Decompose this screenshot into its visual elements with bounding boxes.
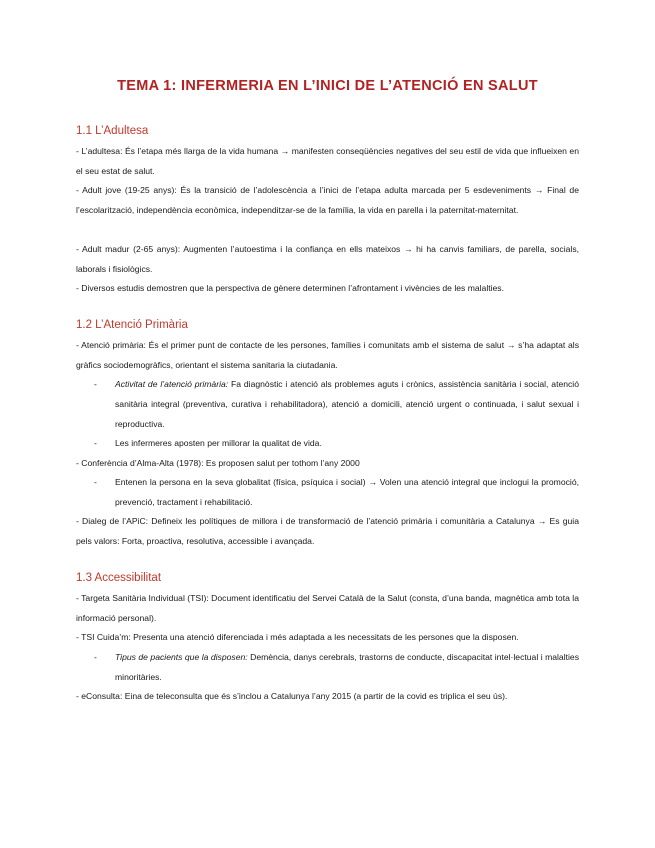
- paragraph-adult-jove: - Adult jove (19-25 anys): És la transició de l’adolescència a l’inici de l’etapa adulta marcada per 5 esdeveniments → Final de l’escolarització, independència econòmica, independitzar-se de la família, la vida en parella i la paternitat-maternitat.: [76, 185, 579, 215]
- bullet-text: Demència, danys cerebrals, trastorns de conducte, discapacitat intel·lectual i malalties minoritàries.: [115, 652, 579, 682]
- section-heading-adultesa: 1.1 L’Adultesa: [76, 125, 149, 137]
- bullet-italic-lead: Tipus de pacients que la disposen:: [115, 652, 248, 662]
- bullet-italic-lead: Activitat de l’atenció primària:: [115, 379, 229, 389]
- bullet-text: Entenen la persona en la seva globalitat (física, psíquica i social) → Volen una atenció integral que inclogui la promoció, prevenció, tractament i rehabilitació.: [115, 477, 579, 507]
- paragraph-adult-madur: - Adult madur (2-65 anys): Augmenten l’autoestima i la confiança en ells mateixos → hi ha canvis familiars, de parella, socials, laborals i fisiològics.: [76, 244, 579, 274]
- bullet-persona-globalitat: [94, 473, 579, 513]
- bullet-text: Les infermeres aposten per millorar la qualitat de vida.: [115, 438, 322, 448]
- bullet-activitat-atencio: [94, 375, 579, 434]
- paragraph-dialeg-apic: - Dialeg de l’APiC: Defineix les polítiques de millora i de transformació de l’atenció primària i comunitària a Catalunya → Es guia pels valors: Forta, proactiva, resolutiva, accessible i avançada.: [76, 516, 579, 546]
- bullet-dash: -: [94, 438, 97, 448]
- section-heading-atencio-primaria: 1.2 L’Atenció Primària: [76, 319, 188, 331]
- paragraph-atencio-primaria: - Atenció primària: És el primer punt de contacte de les persones, famílies i comunitats amb el sistema de salut → s’ha adaptat als gràfics sociodemogràfics, orientant el sistema sanitaria la ciutadania.: [76, 340, 579, 370]
- paragraph-tsi: - Targeta Sanitària Individual (TSI): Document identificatiu del Servei Català de la Salut (consta, d’una banda, magnètica amb tota la informació personal).: [76, 593, 579, 623]
- bullet-text: Fa diagnòstic i atenció als problemes aguts i crònics, assistència sanitària i social, atenció sanitària integral (preventiva, curativa i rehabilitadora), atenció a domicili, atenció urgent o continuada, i salut sexual i reproductiva.: [115, 379, 579, 429]
- paragraph-perspectiva-genere: - Diversos estudis demostren que la perspectiva de gènere determinen l’afrontament i vivències de les malalties.: [76, 283, 504, 293]
- bullet-dash: -: [94, 477, 97, 487]
- bullet-dash: -: [94, 652, 97, 662]
- bullet-tipus-pacients: [94, 648, 579, 688]
- bullet-dash: -: [94, 379, 97, 389]
- paragraph-adultesa: - L’adultesa: És l’etapa més llarga de la vida humana → manifesten conseqüències negatives del seu estil de vida que influeixen en el seu estat de salut.: [76, 146, 579, 176]
- section-heading-accessibilitat: 1.3 Accessibilitat: [76, 572, 162, 584]
- paragraph-alma-alta: - Conferència d’Alma-Alta (1978): Es proposen salut per tothom l’any 2000: [76, 458, 360, 468]
- paragraph-tsi-cuidam: - TSI Cuida’m: Presenta una atenció diferenciada i més adaptada a les necessitats de les persones que la disposen.: [76, 632, 519, 642]
- document-title: TEMA 1: INFERMERIA EN L’INICI DE L’ATENCIÓ EN SALUT: [117, 78, 538, 94]
- bullet-infermeres: [94, 434, 579, 454]
- paragraph-econsulta: - eConsulta: Eina de teleconsulta que és s’inclou a Catalunya l’any 2015 (a partir de la covid es triplica el seu ús).: [76, 691, 508, 701]
